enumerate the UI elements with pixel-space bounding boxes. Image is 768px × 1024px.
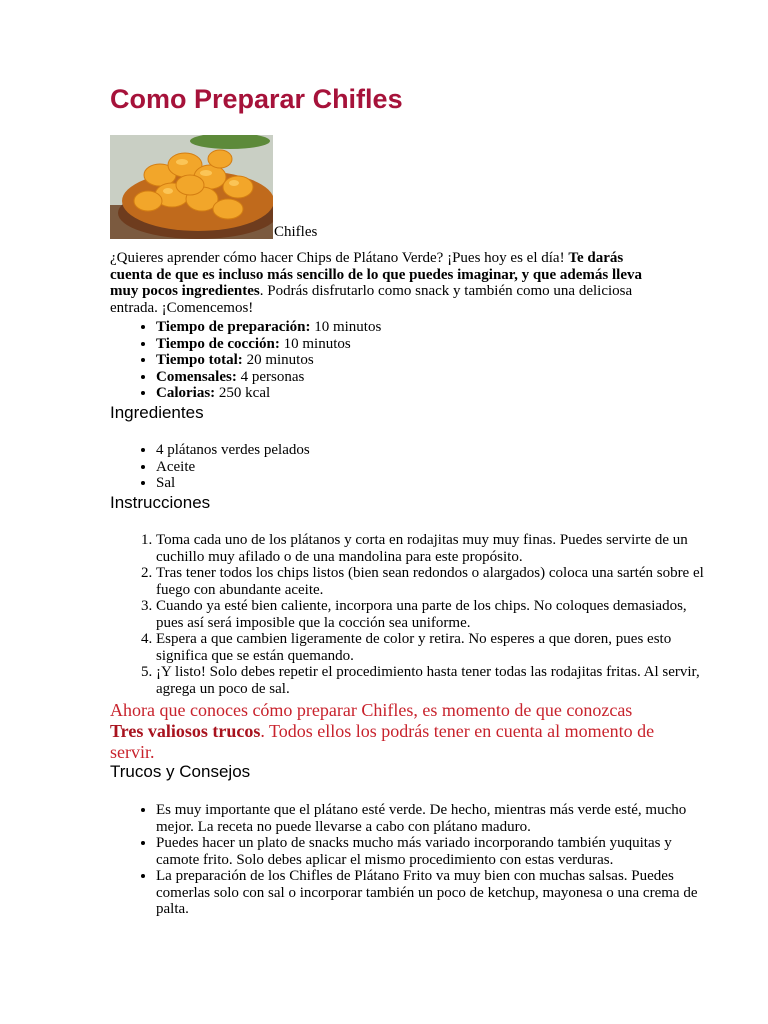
tip-item: • Puedes hacer un plato de snacks mucho más variado incorporando también yuquitas y camote frito. Solo debes aplicar el mismo procedimiento con estas verduras.	[156, 835, 706, 868]
recipe-meta-list	[110, 319, 706, 402]
chifles-photo	[110, 135, 273, 239]
page-title: Como Preparar Chifles	[110, 84, 403, 114]
meta-item	[156, 369, 706, 386]
tip-item: • Es muy importante que el plátano esté verde. De hecho, mientras más verde esté, mucho mejor. La receta no puede llevarse a cabo con plátano maduro.	[156, 802, 706, 835]
ingredient-item: • Sal	[156, 475, 706, 492]
meta-value: 10 minutos	[310, 319, 382, 335]
instruction-step: 2. Tras tener todos los chips listos (bien sean redondos o alargados) coloca una sartén sobre el fuego con abundante aceite.	[156, 565, 706, 598]
image-caption: Chifles	[274, 224, 318, 240]
meta-label: Tiempo de cocción:	[156, 335, 280, 352]
intro-text-2: . Podrás disfrutarlo como snack y también como una deliciosa entrada. ¡Comencemos!	[110, 283, 633, 316]
instruction-step: 3. Cuando ya esté bien caliente, incorpora una parte de los chips. No coloques demasiados, pues así será imposible que la cocción sea uniforme.	[156, 598, 706, 631]
ingredients-heading: Ingredientes	[110, 403, 204, 422]
instructions-list	[110, 532, 706, 697]
instructions-heading: Instrucciones	[110, 493, 211, 512]
instruction-step: 5. ¡Y listo! Solo debes repetir el procedimiento hasta tener todas las rodajitas fritas. Al servir, agrega un poco de sal.	[156, 664, 706, 697]
meta-label: Tiempo de preparación:	[156, 319, 311, 335]
callout-bold: Tres valiosos trucos	[110, 721, 261, 741]
instruction-step: 1. Toma cada uno de los plátanos y corta en rodajitas muy muy finas. Puedes servirte de un cuchillo muy afilado o de una mandolina para este propósito.	[156, 532, 706, 565]
tip-item: • La preparación de los Chifles de Plátano Frito va muy bien con muchas salsas. Puedes comerlas solo con sal o incorporar también un poco de ketchup, mayonesa o una crema de palta.	[156, 868, 706, 918]
ingredient-item: • Aceite	[156, 459, 706, 476]
ingredient-item: • 4 plátanos verdes pelados	[156, 442, 706, 459]
meta-value: 20 minutos	[242, 352, 314, 368]
meta-value: 4 personas	[236, 368, 305, 385]
meta-label: Comensales:	[156, 368, 237, 385]
ingredients-list	[110, 442, 706, 492]
intro-paragraph	[110, 250, 660, 316]
instruction-step: 4. Espera a que cambien ligeramente de color y retira. No esperes a que doren, pues esto significa que se están quemando.	[156, 631, 706, 664]
meta-item	[156, 336, 706, 353]
meta-value: 10 minutos	[279, 335, 351, 352]
tips-heading: Trucos y Consejos	[110, 762, 251, 781]
callout-text-2: . Todos ellos los podrás tener en cuenta al momento de servir.	[110, 721, 655, 762]
tips-callout	[110, 700, 660, 763]
meta-item	[156, 352, 706, 369]
meta-value: 250 kcal	[215, 385, 271, 401]
intro-bold: Te darás cuenta de que es incluso más sencillo de lo que puedes imaginar, y que además lleva muy pocos ingredientes	[110, 250, 642, 299]
meta-label: Calorias:	[156, 385, 216, 401]
meta-label: Tiempo total:	[156, 352, 243, 368]
meta-item	[156, 319, 706, 336]
meta-item	[156, 385, 706, 402]
chifles-bowl-illustration	[110, 135, 273, 239]
callout-text-1: Ahora que conoces cómo preparar Chifles, es momento de que conozcas	[110, 700, 633, 720]
tips-list	[110, 802, 706, 918]
intro-text-1: ¿Quieres aprender cómo hacer Chips de Plátano Verde? ¡Pues hoy es el día!	[110, 250, 569, 266]
